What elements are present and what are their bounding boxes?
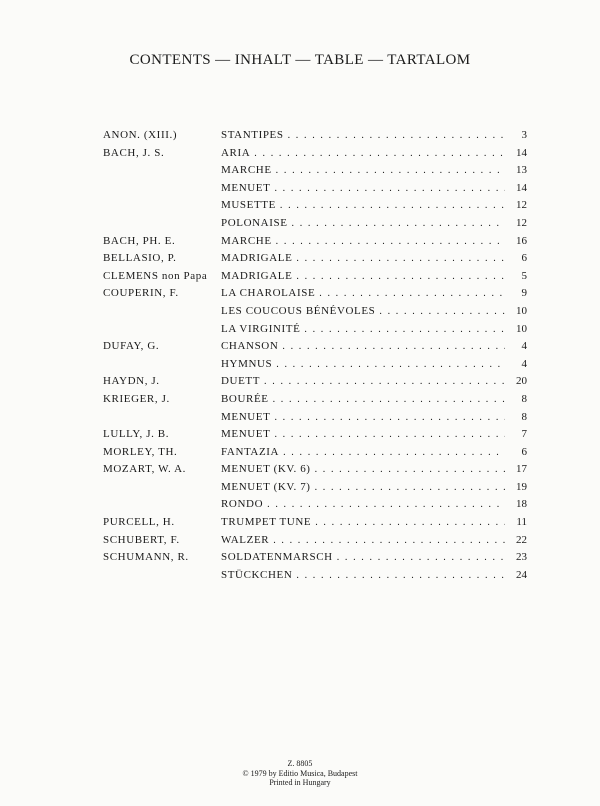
piece-title: LA VIRGINITÉ <box>221 322 301 335</box>
dot-leader <box>296 271 505 282</box>
page-number: 10 <box>516 322 527 335</box>
piece-entry <box>221 446 527 458</box>
dot-leader <box>337 552 505 563</box>
dot-leader <box>280 200 505 211</box>
piece-entry <box>221 270 527 282</box>
dot-leader <box>282 341 505 352</box>
toc-entry <box>103 235 527 253</box>
dot-leader <box>264 376 505 387</box>
toc-entry <box>103 446 527 464</box>
piece-title: MARCHE <box>221 164 272 177</box>
piece-entry <box>221 164 527 176</box>
page-number: 8 <box>521 392 527 405</box>
piece-title: MADRIGALE <box>221 252 293 265</box>
toc-entry <box>103 463 527 481</box>
composer-name: BACH, J. S. <box>103 146 165 159</box>
dot-leader <box>254 148 505 159</box>
piece-entry <box>221 358 527 370</box>
page-number: 16 <box>516 234 527 247</box>
publisher-footer <box>0 759 600 788</box>
composer-name: MOZART, W. A. <box>103 463 187 476</box>
dot-leader <box>273 394 505 405</box>
dot-leader <box>283 447 505 458</box>
piece-title: MENUET <box>221 410 271 423</box>
toc-entry <box>103 270 527 288</box>
page-number: 6 <box>521 445 527 458</box>
toc-entry <box>103 358 527 376</box>
piece-title: WALZER <box>221 533 270 546</box>
toc-entry <box>103 252 527 270</box>
piece-title: LES COUCOUS BÉNÉVOLES <box>221 304 376 317</box>
piece-title: STANTIPES <box>221 129 284 141</box>
piece-entry <box>221 516 527 528</box>
piece-title: MENUET (KV. 7) <box>221 480 311 493</box>
dot-leader <box>304 324 505 335</box>
piece-entry <box>221 182 527 194</box>
piece-entry <box>221 235 527 247</box>
dot-leader <box>276 236 505 247</box>
page-number: 4 <box>521 340 527 353</box>
piece-entry <box>221 481 527 493</box>
page-number: 8 <box>521 410 527 423</box>
dot-leader <box>288 130 505 141</box>
page-number: 19 <box>516 480 527 493</box>
dot-leader <box>315 464 505 475</box>
dot-leader <box>296 253 505 264</box>
toc-entry <box>103 164 527 182</box>
toc-entry <box>103 481 527 499</box>
dot-leader <box>276 359 505 370</box>
toc-entry <box>103 323 527 341</box>
piece-entry <box>221 411 527 423</box>
dot-leader <box>273 535 505 546</box>
piece-title: LA CHAROLAISE <box>221 287 316 300</box>
composer-name: KRIEGER, J. <box>103 392 170 405</box>
piece-entry <box>221 498 527 510</box>
dot-leader <box>292 218 505 229</box>
piece-entry <box>221 393 527 405</box>
piece-entry <box>221 375 527 387</box>
page-number: 14 <box>516 146 527 159</box>
piece-title: CHANSON <box>221 340 279 353</box>
page-title: CONTENTS — INHALT — TABLE — TARTALOM <box>129 52 471 68</box>
page-number: 12 <box>516 199 527 212</box>
composer-name: CLEMENS non Papa <box>103 269 208 282</box>
toc-entry <box>103 411 527 429</box>
page-number: 4 <box>521 357 527 370</box>
piece-title: SOLDATENMARSCH <box>221 551 333 564</box>
toc-entry <box>103 375 527 393</box>
dot-leader <box>296 570 505 581</box>
toc-entry <box>103 534 527 552</box>
toc-entry <box>103 305 527 323</box>
page-number: 10 <box>516 304 527 317</box>
piece-entry <box>221 569 527 581</box>
page-number: 18 <box>516 498 527 511</box>
dot-leader <box>276 165 505 176</box>
piece-entry <box>221 534 527 546</box>
toc-entry <box>103 182 527 200</box>
dot-leader <box>274 183 505 194</box>
page-number: 6 <box>521 252 527 265</box>
toc-entry <box>103 147 527 165</box>
page-number: 5 <box>521 269 527 282</box>
toc-entry <box>103 287 527 305</box>
dot-leader <box>274 429 505 440</box>
piece-title: MADRIGALE <box>221 269 293 282</box>
table-of-contents <box>103 129 527 586</box>
page-number: 24 <box>516 568 527 581</box>
piece-entry <box>221 199 527 211</box>
piece-title: TRUMPET TUNE <box>221 516 312 529</box>
toc-entry <box>103 498 527 516</box>
toc-entry <box>103 516 527 534</box>
composer-name: SCHUBERT, F. <box>103 533 180 546</box>
piece-title: DUETT <box>221 375 261 388</box>
composer-name: BELLASIO, P. <box>103 252 177 265</box>
page-number: 11 <box>516 516 527 529</box>
dot-leader <box>315 482 505 493</box>
toc-entry <box>103 217 527 235</box>
toc-entry <box>103 199 527 217</box>
page-number: 22 <box>516 533 527 546</box>
piece-entry <box>221 305 527 317</box>
composer-name: BACH, PH. E. <box>103 234 176 247</box>
copyright-notice: © 1979 by Editio Musica, Budapest <box>242 768 358 778</box>
piece-entry <box>221 129 527 141</box>
toc-entry <box>103 428 527 446</box>
composer-name: DUFAY, G. <box>103 340 160 353</box>
piece-title: RONDO <box>221 498 264 511</box>
piece-entry <box>221 252 527 264</box>
toc-entry <box>103 551 527 569</box>
page-number: 14 <box>516 181 527 194</box>
dot-leader <box>319 288 505 299</box>
toc-entry <box>103 129 527 147</box>
page-number: 9 <box>521 287 527 300</box>
dot-leader <box>379 306 505 317</box>
toc-entry <box>103 393 527 411</box>
piece-title: STÜCKCHEN <box>221 568 293 581</box>
composer-name: MORLEY, TH. <box>103 445 178 458</box>
printed-in: Printed in Hungary <box>269 778 331 787</box>
piece-title: HYMNUS <box>221 357 273 370</box>
dot-leader <box>267 499 505 510</box>
page-number: 23 <box>516 551 527 564</box>
toc-entry <box>103 569 527 587</box>
dot-leader <box>315 517 505 528</box>
catalog-number: Z. 8805 <box>287 759 313 768</box>
piece-title: POLONAISE <box>221 216 288 229</box>
piece-entry <box>221 323 527 335</box>
page-number: 17 <box>516 463 527 476</box>
piece-title: MARCHE <box>221 234 272 247</box>
page-number: 3 <box>521 129 527 141</box>
piece-title: FANTAZIA <box>221 445 280 458</box>
composer-name: ANON. (XIII.) <box>103 129 178 141</box>
piece-entry <box>221 147 527 159</box>
piece-title: ARIA <box>221 146 251 159</box>
dot-leader <box>274 412 505 423</box>
page-number: 20 <box>516 375 527 388</box>
toc-entry <box>103 340 527 358</box>
piece-title: BOURÉE <box>221 392 269 405</box>
piece-entry <box>221 287 527 299</box>
composer-name: SCHUMANN, R. <box>103 551 189 564</box>
composer-name: COUPERIN, F. <box>103 287 179 300</box>
piece-entry <box>221 551 527 563</box>
piece-title: MENUET <box>221 181 271 194</box>
piece-entry <box>221 463 527 475</box>
page-number: 13 <box>516 164 527 177</box>
page-number: 12 <box>516 216 527 229</box>
piece-entry <box>221 217 527 229</box>
page-number: 7 <box>521 428 527 441</box>
piece-entry <box>221 428 527 440</box>
composer-name: LULLY, J. B. <box>103 428 170 441</box>
piece-title: MUSETTE <box>221 199 276 212</box>
composer-name: PURCELL, H. <box>103 516 175 529</box>
composer-name: HAYDN, J. <box>103 375 160 388</box>
piece-entry <box>221 340 527 352</box>
piece-title: MENUET <box>221 428 271 441</box>
piece-title: MENUET (KV. 6) <box>221 463 311 476</box>
